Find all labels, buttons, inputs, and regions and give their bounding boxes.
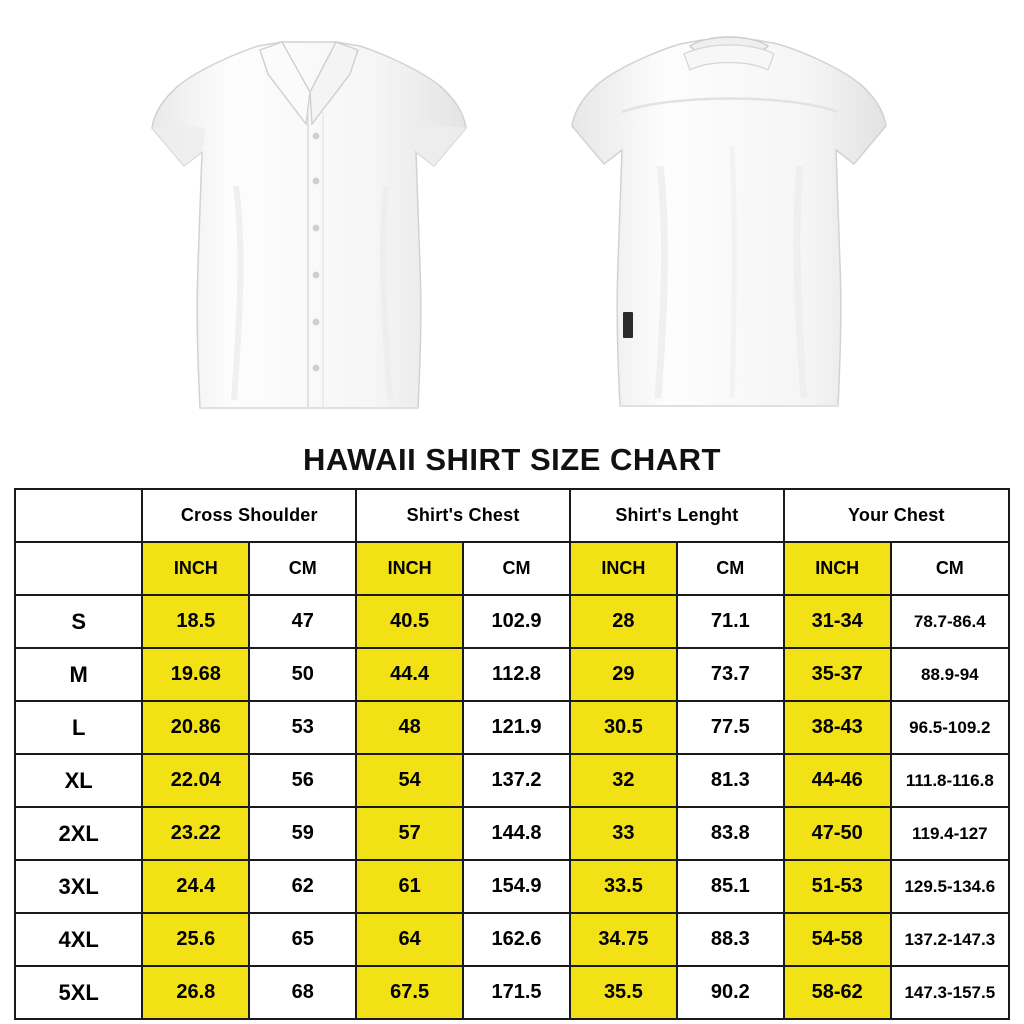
cell-length-cm: 71.1: [677, 595, 784, 648]
cell-chest-inch: 57: [356, 807, 463, 860]
cell-length-cm: 90.2: [677, 966, 784, 1019]
cell-length-cm: 81.3: [677, 754, 784, 807]
table-unit-header-row: [15, 542, 1009, 595]
unit-header-cm-1: CM: [249, 542, 356, 595]
page-title: HAWAII SHIRT SIZE CHART: [303, 442, 721, 477]
row-size-label: 2XL: [15, 807, 142, 860]
cell-length-cm: 83.8: [677, 807, 784, 860]
cell-length-inch: 33.5: [570, 860, 677, 913]
table-row: [15, 595, 1009, 648]
group-header-shirts-chest: Shirt's Chest: [356, 489, 570, 542]
cell-chest-inch: 48: [356, 701, 463, 754]
cell-your-chest-cm: 147.3-157.5: [891, 966, 1009, 1019]
cell-your-chest-inch: 51-53: [784, 860, 891, 913]
shirt-front-illustration: [140, 16, 480, 426]
cell-your-chest-cm: 129.5-134.6: [891, 860, 1009, 913]
cell-length-inch: 33: [570, 807, 677, 860]
cell-your-chest-cm: 111.8-116.8: [891, 754, 1009, 807]
table-row: [15, 754, 1009, 807]
shirt-front-icon: [140, 16, 480, 426]
cell-your-chest-inch: 31-34: [784, 595, 891, 648]
cell-chest-cm: 137.2: [463, 754, 570, 807]
cell-chest-cm: 144.8: [463, 807, 570, 860]
cell-cross-shoulder-cm: 62: [249, 860, 356, 913]
cell-cross-shoulder-inch: 23.22: [142, 807, 249, 860]
cell-length-cm: 88.3: [677, 913, 784, 966]
table-row: [15, 913, 1009, 966]
shirt-back-illustration: [560, 16, 900, 426]
table-group-header-row: [15, 489, 1009, 542]
brand-tag-icon: [623, 312, 633, 338]
cell-chest-inch: 61: [356, 860, 463, 913]
cell-cross-shoulder-cm: 53: [249, 701, 356, 754]
cell-length-cm: 85.1: [677, 860, 784, 913]
cell-your-chest-inch: 35-37: [784, 648, 891, 701]
cell-your-chest-cm: 96.5-109.2: [891, 701, 1009, 754]
shirt-back-icon: [560, 16, 900, 426]
cell-chest-inch: 40.5: [356, 595, 463, 648]
row-size-label: S: [15, 595, 142, 648]
cell-your-chest-inch: 58-62: [784, 966, 891, 1019]
cell-chest-inch: 64: [356, 913, 463, 966]
table-corner-cell-2: [15, 542, 142, 595]
group-header-shirts-length: Shirt's Lenght: [570, 489, 784, 542]
cell-length-cm: 73.7: [677, 648, 784, 701]
cell-your-chest-inch: 54-58: [784, 913, 891, 966]
cell-cross-shoulder-cm: 50: [249, 648, 356, 701]
cell-your-chest-cm: 137.2-147.3: [891, 913, 1009, 966]
cell-length-inch: 29: [570, 648, 677, 701]
cell-cross-shoulder-inch: 24.4: [142, 860, 249, 913]
cell-cross-shoulder-inch: 26.8: [142, 966, 249, 1019]
row-size-label: 4XL: [15, 913, 142, 966]
cell-your-chest-cm: 78.7-86.4: [891, 595, 1009, 648]
table-row: [15, 860, 1009, 913]
cell-your-chest-inch: 38-43: [784, 701, 891, 754]
cell-cross-shoulder-cm: 68: [249, 966, 356, 1019]
unit-header-inch-1: INCH: [142, 542, 249, 595]
unit-header-inch-4: INCH: [784, 542, 891, 595]
table-row: [15, 701, 1009, 754]
cell-length-inch: 35.5: [570, 966, 677, 1019]
unit-header-inch-2: INCH: [356, 542, 463, 595]
cell-your-chest-cm: 119.4-127: [891, 807, 1009, 860]
cell-length-cm: 77.5: [677, 701, 784, 754]
table-row: [15, 648, 1009, 701]
cell-length-inch: 30.5: [570, 701, 677, 754]
row-size-label: L: [15, 701, 142, 754]
group-header-your-chest: Your Chest: [784, 489, 1009, 542]
table-row: [15, 966, 1009, 1019]
row-size-label: M: [15, 648, 142, 701]
cell-chest-cm: 121.9: [463, 701, 570, 754]
table-row: [15, 807, 1009, 860]
cell-cross-shoulder-cm: 59: [249, 807, 356, 860]
cell-cross-shoulder-inch: 22.04: [142, 754, 249, 807]
cell-chest-cm: 102.9: [463, 595, 570, 648]
cell-cross-shoulder-inch: 25.6: [142, 913, 249, 966]
cell-cross-shoulder-cm: 47: [249, 595, 356, 648]
cell-chest-cm: 162.6: [463, 913, 570, 966]
cell-chest-cm: 171.5: [463, 966, 570, 1019]
unit-header-cm-4: CM: [891, 542, 1009, 595]
size-chart-table: [14, 488, 1010, 1020]
cell-length-inch: 28: [570, 595, 677, 648]
cell-cross-shoulder-inch: 19.68: [142, 648, 249, 701]
cell-cross-shoulder-cm: 65: [249, 913, 356, 966]
unit-header-cm-3: CM: [677, 542, 784, 595]
cell-chest-inch: 67.5: [356, 966, 463, 1019]
cell-chest-cm: 112.8: [463, 648, 570, 701]
cell-your-chest-inch: 44-46: [784, 754, 891, 807]
cell-cross-shoulder-inch: 18.5: [142, 595, 249, 648]
group-header-cross-shoulder: Cross Shoulder: [142, 489, 356, 542]
shirt-illustrations: [0, 0, 1024, 442]
cell-length-inch: 34.75: [570, 913, 677, 966]
cell-your-chest-inch: 47-50: [784, 807, 891, 860]
unit-header-cm-2: CM: [463, 542, 570, 595]
cell-your-chest-cm: 88.9-94: [891, 648, 1009, 701]
cell-cross-shoulder-inch: 20.86: [142, 701, 249, 754]
row-size-label: 3XL: [15, 860, 142, 913]
cell-chest-inch: 54: [356, 754, 463, 807]
unit-header-inch-3: INCH: [570, 542, 677, 595]
cell-cross-shoulder-cm: 56: [249, 754, 356, 807]
table-corner-cell: [15, 489, 142, 542]
cell-chest-cm: 154.9: [463, 860, 570, 913]
cell-length-inch: 32: [570, 754, 677, 807]
row-size-label: XL: [15, 754, 142, 807]
row-size-label: 5XL: [15, 966, 142, 1019]
cell-chest-inch: 44.4: [356, 648, 463, 701]
size-table-wrap: [0, 488, 1024, 1020]
